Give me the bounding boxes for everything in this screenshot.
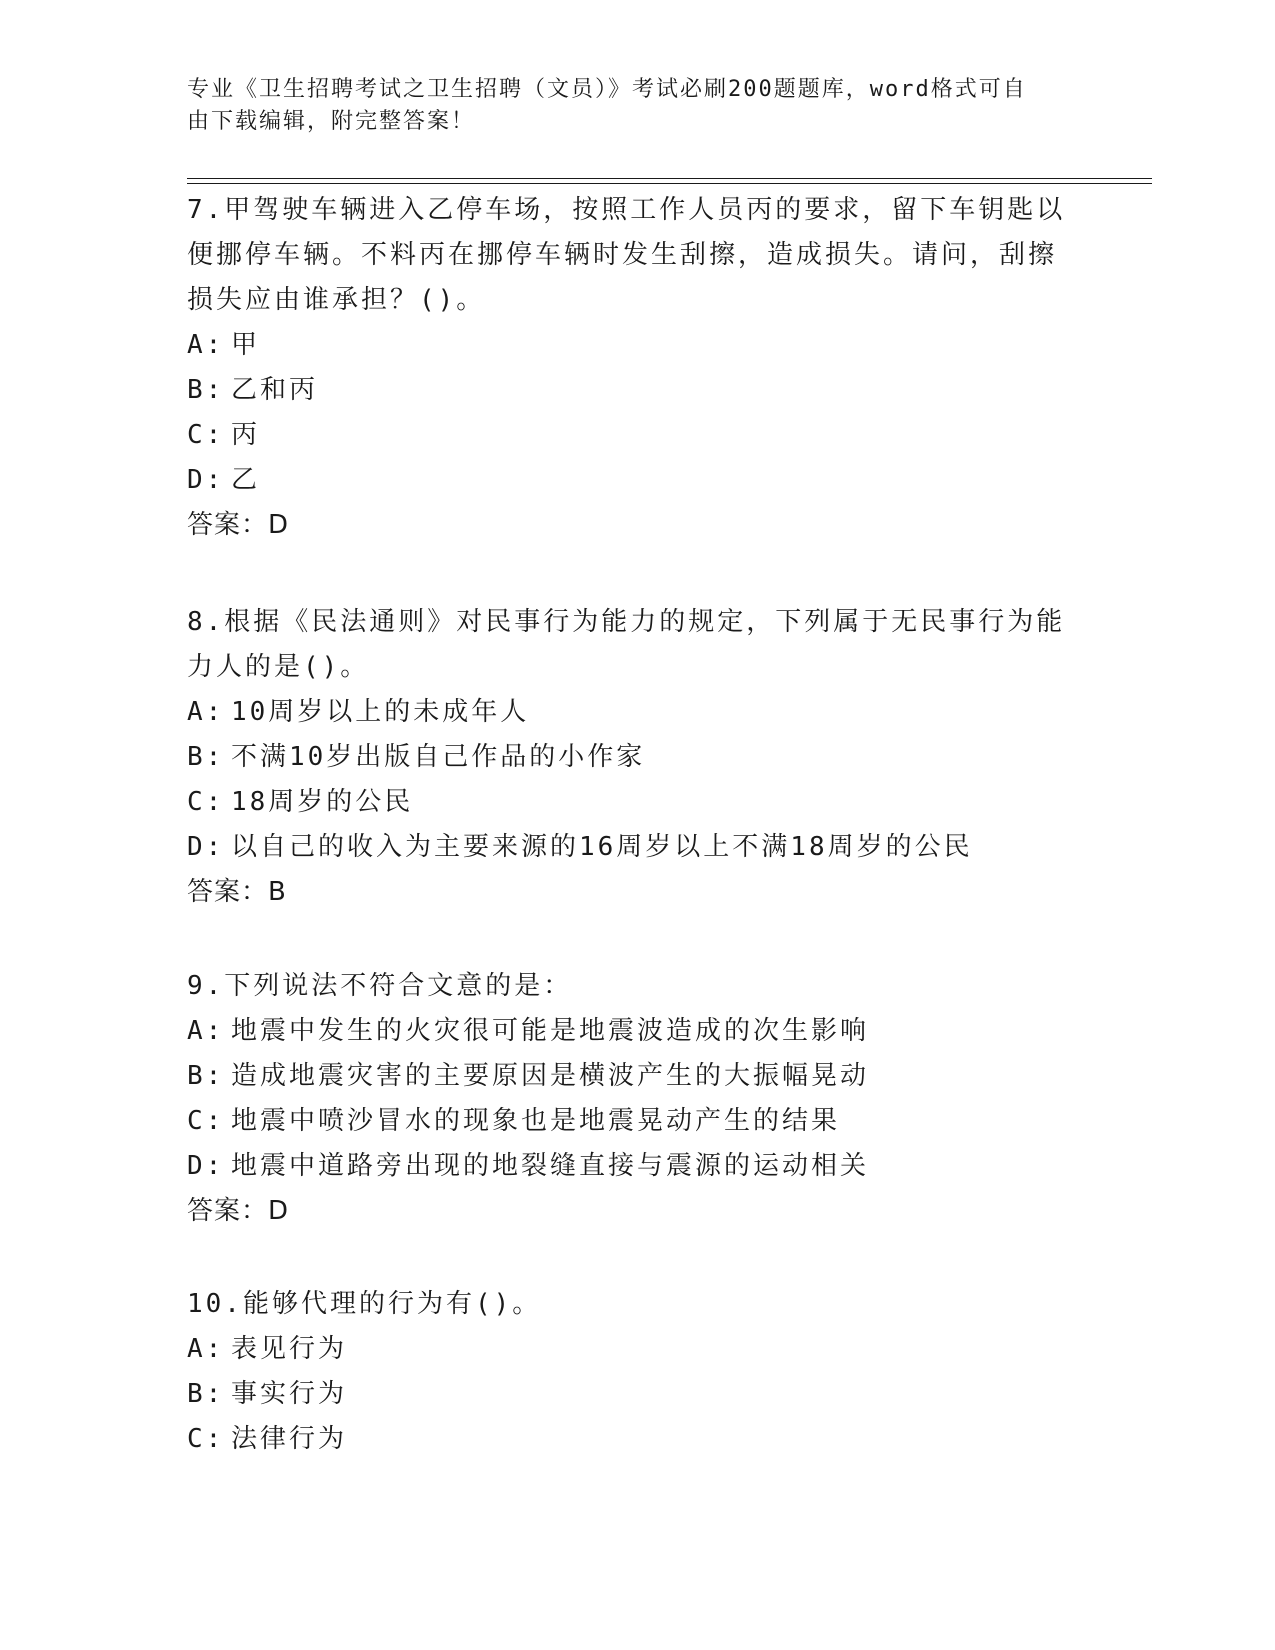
- question-stem-line: 便挪停车辆。不料丙在挪停车辆时发生刮擦，造成损失。请问，刮擦: [187, 240, 1058, 270]
- option-text: 表见行为: [231, 1334, 348, 1364]
- option-text: 事实行为: [231, 1379, 348, 1409]
- option-d: [187, 825, 1067, 870]
- option-text: 以自己的收入为主要来源的16周岁以上不满18周岁的公民: [231, 832, 973, 862]
- question-stem-line: 10.能够代理的行为有()。: [187, 1289, 542, 1319]
- option-b: [187, 1372, 1067, 1417]
- option-letter: B:: [187, 1379, 225, 1409]
- option-letter: C:: [187, 1424, 225, 1454]
- option-c: [187, 1099, 1067, 1144]
- header-divider-top: [187, 178, 1152, 179]
- option-letter: B:: [187, 742, 225, 772]
- option-a: [187, 690, 1067, 735]
- option-a: [187, 1009, 1067, 1054]
- header-line-1: 专业《卫生招聘考试之卫生招聘（文员）》考试必刷200题题库，word格式可自: [187, 77, 1027, 102]
- option-letter: B:: [187, 375, 225, 405]
- option-a: [187, 323, 1067, 368]
- option-text: 18周岁的公民: [231, 787, 414, 817]
- option-text: 甲: [231, 330, 261, 360]
- question-stem-line: 损失应由谁承担？()。: [187, 285, 486, 315]
- header-line-2: 由下载编辑，附完整答案！: [187, 109, 476, 134]
- document-header: [187, 74, 1067, 138]
- option-b: [187, 368, 1067, 413]
- option-text: 乙: [231, 465, 261, 495]
- option-letter: A:: [187, 1334, 225, 1364]
- option-letter: A:: [187, 330, 225, 360]
- option-d: [187, 1144, 1067, 1189]
- option-text: 造成地震灾害的主要原因是横波产生的大振幅晃动: [231, 1061, 870, 1091]
- option-text: 地震中喷沙冒水的现象也是地震晃动产生的结果: [231, 1106, 841, 1136]
- option-letter: A:: [187, 697, 225, 727]
- option-c: [187, 780, 1067, 825]
- header-divider-bottom: [187, 183, 1152, 184]
- option-letter: B:: [187, 1061, 225, 1091]
- option-c: [187, 1417, 1067, 1462]
- option-letter: A:: [187, 1016, 225, 1046]
- question-stem-line: 力人的是()。: [187, 652, 370, 682]
- option-text: 不满10岁出版自己作品的小作家: [231, 742, 646, 772]
- question-stem-line: 8.根据《民法通则》对民事行为能力的规定，下列属于无民事行为能: [187, 607, 1066, 637]
- question-9: [187, 964, 1067, 1234]
- question-8: [187, 600, 1067, 915]
- option-letter: D:: [187, 1151, 225, 1181]
- option-text: 乙和丙: [231, 375, 319, 405]
- option-text: 地震中道路旁出现的地裂缝直接与震源的运动相关: [231, 1151, 870, 1181]
- answer: 答案：D: [187, 1196, 290, 1226]
- option-letter: D:: [187, 832, 225, 862]
- option-text: 丙: [231, 420, 261, 450]
- option-d: [187, 458, 1067, 503]
- question-10: [187, 1282, 1067, 1462]
- option-letter: D:: [187, 465, 225, 495]
- option-a: [187, 1327, 1067, 1372]
- option-letter: C:: [187, 420, 225, 450]
- option-text: 10周岁以上的未成年人: [231, 697, 530, 727]
- question-7: [187, 188, 1067, 548]
- question-stem-line: 9.下列说法不符合文意的是：: [187, 971, 573, 1001]
- option-c: [187, 413, 1067, 458]
- option-b: [187, 735, 1067, 780]
- answer: 答案：D: [187, 510, 290, 540]
- answer: 答案：B: [187, 877, 287, 907]
- option-letter: C:: [187, 1106, 225, 1136]
- option-text: 法律行为: [231, 1424, 348, 1454]
- option-text: 地震中发生的火灾很可能是地震波造成的次生影响: [231, 1016, 870, 1046]
- option-b: [187, 1054, 1067, 1099]
- option-letter: C:: [187, 787, 225, 817]
- question-stem-line: 7.甲驾驶车辆进入乙停车场，按照工作人员丙的要求，留下车钥匙以: [187, 195, 1066, 225]
